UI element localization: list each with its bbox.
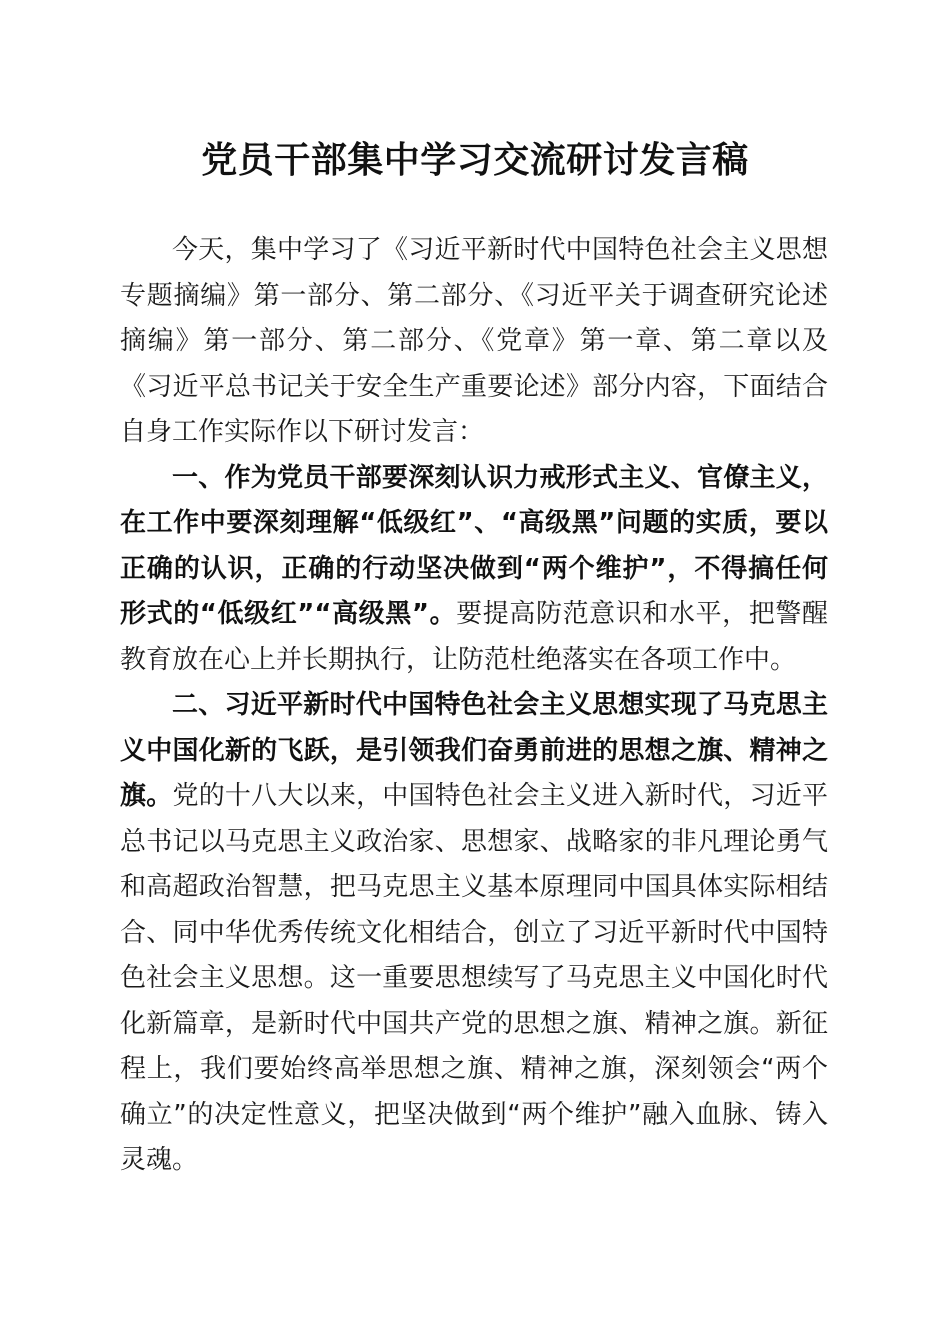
paragraph-point-two xyxy=(120,683,828,1184)
point-two-text: 党的十八大以来，中国特色社会主义进入新时代，习近平总书记以马克思主义政治家、思想家、战略家的非凡理论勇气和高超政治智慧，把马克思主义基本原理同中国具体实际相结合、同中华优秀传统文化相结合，创立了习近平新时代中国特色社会主义思想。这一重要思想续写了马克思主义中国化时代化新篇章，是新时代中国共产党的思想之旗、精神之旗。新征程上，我们要始终高举思想之旗、精神之旗，深刻领会“两个确立”的决定性意义，把坚决做到“两个维护”融入血脉、铸入灵魂。 xyxy=(120,781,828,1175)
point-two-heading: 二、习近平新时代中国特色社会主义思想实现了马克思主义中国化新的飞跃，是引领我们奋勇前进的思想之旗、精神之旗。 xyxy=(120,690,828,811)
document-title: 党员干部集中学习交流研讨发言稿 xyxy=(201,139,749,181)
document-body xyxy=(120,228,828,1184)
paragraph-point-one xyxy=(120,456,828,684)
paragraph-intro xyxy=(120,228,828,456)
point-one-text: 要提高防范意识和水平，把警醒教育放在心上并长期执行，让防范杜绝落实在各项工作中。 xyxy=(120,599,828,675)
paragraph-intro-text: 今天，集中学习了《习近平新时代中国特色社会主义思想专题摘编》第一部分、第二部分、《习近平关于调查研究论述摘编》第一部分、第二部分、《党章》第一章、第二章以及《习近平总书记关于安全生产重要论述》部分内容，下面结合自身工作实际作以下研讨发言： xyxy=(120,235,828,447)
point-one-heading: 一、作为党员干部要深刻认识力戒形式主义、官僚主义，在工作中要深刻理解“低级红”、“高级黑”问题的实质，要以正确的认识，正确的行动坚决做到“两个维护”，不得搞任何形式的“低级红”“高级黑”。 xyxy=(120,462,828,629)
